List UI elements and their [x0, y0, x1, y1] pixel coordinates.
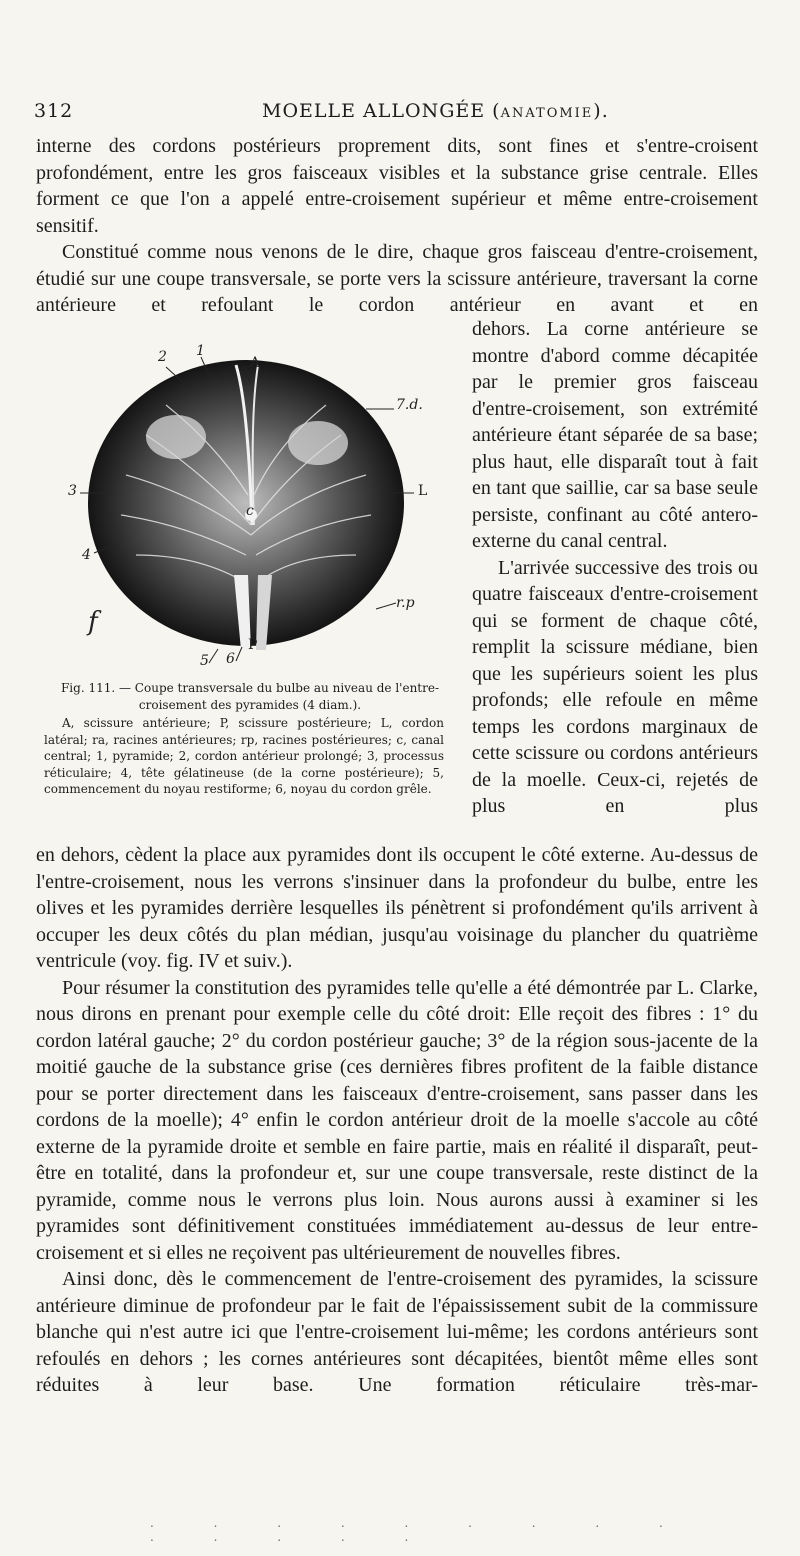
- figure-label-5: 5: [200, 653, 209, 669]
- figure-label-6: 6: [226, 651, 235, 667]
- paragraph: Constitué comme nous venons de le dire, chaque gros faisceau d'entre-croisement, étudié sur une coupe transversale, se porte vers la scissure antérieure, traversant la corne antérieure et refoulant le cordon antérieur en avant et en: [36, 241, 758, 316]
- paragraph: Pour résumer la constitution des pyramides telle qu'elle a été démontrée par L. Clarke, nous dirons en prenant pour exemple celle du côté droit: Elle reçoit des fibres : 1° du cordon latéral gauche; 2° du cordon postérieur gauche; 3° de la région sous-jacente de la moitié gauche de la substance grise (ces dernières fibres profitent de la faible distance pour se porter directement dans les faisceaux d'entre-croisement, sans passer dans les cordons de la moelle); 4° enfin le cordon antérieur droit de la moelle s'accole au côté externe de la pyramide droite et semble en faire partie, mais en réalité il disparaît, peut-être en totalité, dans la profondeur et, sur une coupe transversale, reste distinct de la pyramide, comme nous le verrons plus loin. Nous aurons aussi à examiner si les pyramides sont définitivement constituées immédiatement au-dessus de leur entre-croisement et si elles ne reçoivent pas ultérieurement de nouvelles fibres.: [36, 976, 758, 1264]
- figure-label-1: 1: [196, 343, 205, 359]
- page-number: 312: [34, 100, 74, 122]
- side-column-text: [472, 316, 758, 820]
- footer-marks: . . . . . . . . . . . . . .: [150, 1516, 691, 1544]
- figure-label-L: L: [418, 483, 428, 499]
- bottom-text-block: [36, 842, 758, 1399]
- figure-label-rp: r.p: [396, 595, 415, 611]
- running-title-end: ).: [593, 100, 609, 122]
- running-title-main: MOELLE ALLONGÉE (: [262, 100, 501, 122]
- top-text-block: [36, 133, 758, 319]
- figure-label-P: P: [248, 637, 258, 653]
- figure-label-3: 3: [68, 483, 77, 499]
- paragraph: dehors. La corne antérieure se montre d'abord comme décapitée par le premier gros faisceau d'entre-croisement, son extrémité antérieure étant séparée de sa base; plus haut, elle disparaît tout à fait en tant que saillie, car sa base seule persiste, confinant au côté antero-externe du canal central.: [472, 318, 758, 552]
- figure-caption: [44, 680, 444, 798]
- paragraph: L'arrivée successive des trois ou quatre faisceaux d'entre-croisement qui se forment de chaque côté, remplit la scissure médiane, bien que les supérieurs soient les plus profonds; elle refoule en même temps les cordons marginaux de cette scissure ou cordons antérieurs de la moelle. Ceux-ci, rejetés de plus en plus: [472, 556, 758, 817]
- running-title: [262, 100, 609, 122]
- figure-label-4: 4: [82, 547, 91, 563]
- paragraph: Ainsi donc, dès le commencement de l'entre-croisement des pyramides, la scissure antérieure diminue de profondeur par le fait de l'épaississement subit de la commissure blanche qui n'est autre ici que l'entre-croisement lui-même; les cordons antérieurs sont refoulés en dehors ; les cornes antérieures sont décapitées, bientôt même elles sont réduites à leur base. Une formation réticulaire très-mar-: [36, 1268, 758, 1396]
- paragraph: en dehors, cèdent la place aux pyramides dont ils occupent le côté externe. Au-dessus de l'entre-croisement, nous les verrons s'insinuer dans la profondeur du bulbe, entre les olives et les pyramides derrière lesquelles ils pénètrent si profondément qu'ils arrivent à occuper les deux côtés du plan médian, jusqu'au voisinage du plancher du quatrième ventricule (voy. fig. IV et suiv.).: [36, 844, 758, 972]
- figure-label-td: 7.d.: [396, 397, 423, 413]
- caption-legend: A, scissure antérieure; P, scissure postérieure; L, cordon latéral; ra, racines antérieures; rp, racines postérieures; c, canal central; 1, pyramide; 2, cordon antérieur prolongé; 3, processus réticulaire; 4, tête gélatineuse (de la corne postérieure); 5, commencement du noyau restiforme; 6, noyau du cordon grêle.: [44, 716, 444, 796]
- figure-label-A: A: [250, 355, 261, 371]
- figure-label-f: f: [88, 607, 98, 637]
- paragraph: interne des cordons postérieurs proprement dits, sont fines et s'entre-croisent profondément, entre les gros faisceaux visibles et la substance grise centrale. Elles forment ce que l'on a appelé entre-croisement supérieur et même entre-croisement sensitif.: [36, 135, 758, 237]
- figure-label-c: c: [246, 503, 254, 519]
- running-head: [34, 100, 760, 130]
- caption-title: Fig. 111. — Coupe transversale du bulbe au niveau de l'entre-croisement des pyramides (4 diam.).: [60, 681, 440, 712]
- figure-label-2: 2: [158, 349, 167, 365]
- running-title-small: ANATOMIE: [500, 106, 594, 121]
